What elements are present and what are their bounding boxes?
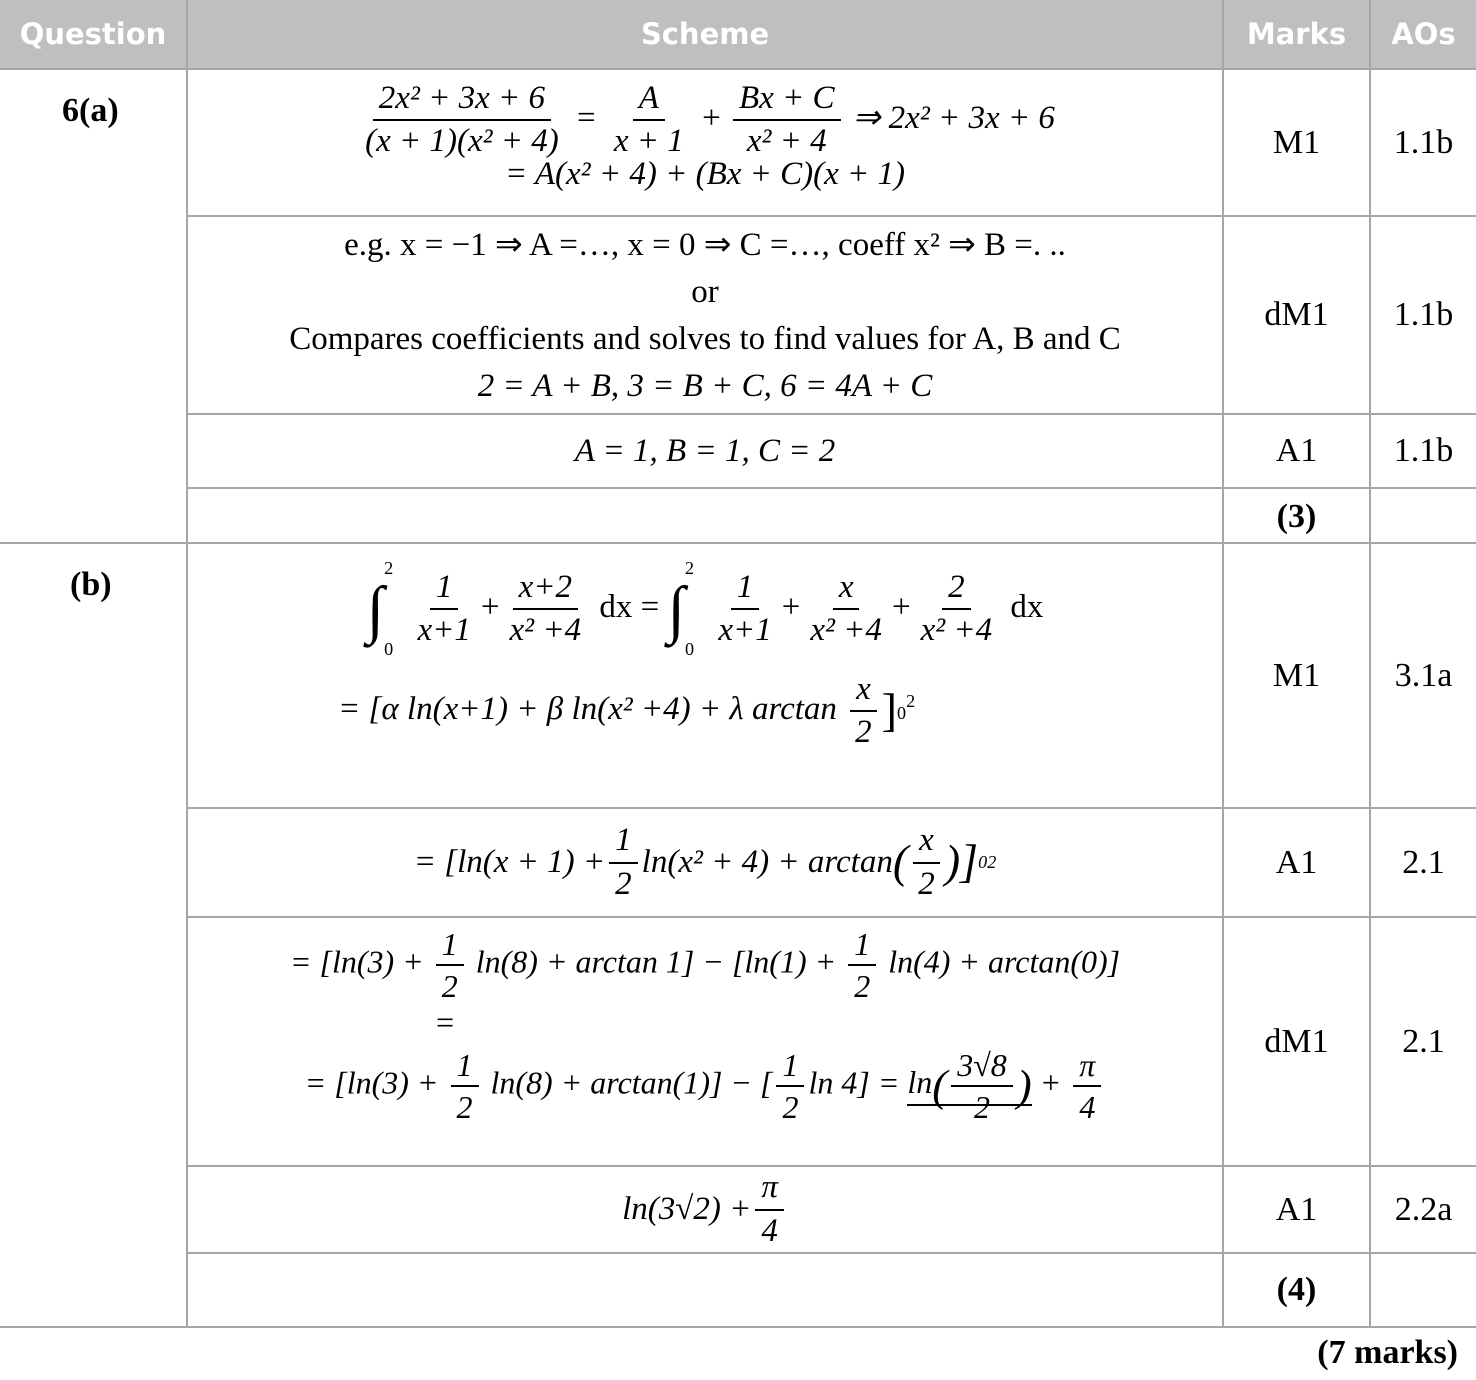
upper-limit: 2	[906, 690, 916, 711]
denominator: 2	[615, 865, 632, 902]
upper-limit: 2	[987, 851, 997, 872]
fraction	[848, 924, 876, 1006]
denominator: x² + 4	[746, 123, 827, 160]
numerator: 1	[731, 567, 760, 610]
integral-sign: ∫	[667, 573, 685, 645]
denominator: (x + 1)(x² + 4)	[365, 123, 559, 160]
denominator: 2	[974, 1088, 990, 1125]
limit-spacer	[384, 581, 393, 637]
plus-sign: +	[781, 588, 801, 625]
underlined-result	[907, 1046, 1032, 1125]
bracket-close: ]	[960, 836, 979, 888]
scheme-line: 2 = A + B, 3 = B + C, 6 = 4A + C	[477, 368, 933, 404]
final-answer: ln(3√2) +	[622, 1191, 752, 1228]
mark-cell: M1	[1272, 123, 1321, 161]
fraction	[804, 567, 888, 652]
numerator: 1	[436, 924, 464, 966]
expression-start: = [α ln(x+1) + β ln(x² +4) + λ arctan	[338, 690, 837, 727]
mark-cell: dM1	[1264, 296, 1329, 333]
integral-sign: ∫	[366, 573, 385, 645]
ao-cell: 2.2a	[1394, 1190, 1453, 1228]
dx-equals: dx =	[599, 588, 660, 625]
denominator: 2	[918, 865, 935, 902]
scheme-row-b2	[188, 809, 1222, 916]
bracket-close: ]	[881, 684, 898, 736]
expression-middle: ln(x² + 4) + arctan	[641, 844, 893, 881]
scheme-line	[188, 669, 1222, 754]
fraction	[411, 567, 476, 652]
denominator: x+1	[718, 612, 772, 649]
numerator: π	[1073, 1045, 1101, 1087]
fraction	[436, 924, 464, 1006]
numerator: 1	[609, 820, 638, 863]
numerator: x	[850, 669, 877, 712]
numerator: 1	[430, 567, 459, 610]
total-marks: (7 marks)	[1317, 1334, 1458, 1371]
denominator: 4	[1079, 1088, 1096, 1125]
header-scheme: Scheme	[640, 17, 770, 51]
expression-part: ln(8) + arctan(1)] − [	[490, 1064, 773, 1101]
ln-label: ln	[907, 1064, 933, 1101]
ao-cell: 1.1b	[1393, 123, 1454, 161]
fraction	[359, 78, 565, 163]
scheme-line: or	[691, 274, 719, 310]
header-question: Question	[19, 17, 167, 51]
mark-cell: dM1	[1264, 1022, 1329, 1060]
denominator: x + 1	[613, 123, 684, 160]
ao-cell: 2.1	[1402, 1022, 1445, 1060]
scheme-row-b4	[188, 1167, 1222, 1252]
scheme-line: =	[434, 1004, 456, 1040]
ao-cell: 1.1b	[1393, 296, 1454, 333]
mark-cell: A1	[1275, 843, 1318, 881]
paren-close: )	[944, 836, 961, 888]
plus-sign: +	[891, 588, 911, 625]
denominator: x² +4	[509, 612, 582, 649]
numerator: 3√8	[951, 1045, 1013, 1087]
denominator: 2	[855, 714, 872, 751]
plus-sign: +	[1039, 1064, 1062, 1101]
equals-sign: =	[577, 99, 596, 136]
scheme-line	[188, 1045, 1222, 1127]
paren-open: (	[892, 836, 909, 888]
scheme-row-a2	[188, 222, 1222, 410]
part-total-mark: (4)	[1276, 1271, 1317, 1308]
integral-limits	[384, 556, 393, 663]
scheme-line	[188, 924, 1222, 1006]
expression-part: = [ln(3) +	[289, 943, 424, 980]
scheme-line: Compares coefficients and solves to find values for A, B and C	[289, 321, 1121, 357]
header-aos: AOs	[1391, 17, 1456, 51]
scheme-row-b3	[188, 924, 1222, 1127]
upper-limit: 2	[384, 558, 394, 578]
fraction	[451, 1045, 479, 1127]
expression-part: ln(8) + arctan 1] − [ln(1) +	[475, 943, 837, 980]
numerator: A	[633, 78, 665, 121]
ao-cell: 2.1	[1402, 843, 1445, 881]
denominator: 2	[441, 968, 458, 1004]
fraction	[733, 78, 841, 163]
denominator: x² +4	[810, 612, 882, 649]
mark-cell: A1	[1275, 1190, 1318, 1228]
lower-limit: 0	[978, 851, 988, 872]
header-marks: Marks	[1246, 17, 1347, 51]
mark-cell: M1	[1272, 656, 1321, 694]
numerator: 2	[942, 567, 971, 610]
denominator: 2	[456, 1088, 473, 1125]
numerator: 1	[451, 1045, 479, 1087]
mark-cell: A1	[1275, 432, 1318, 469]
denominator: x² +4	[920, 612, 993, 649]
scheme-line: e.g. x = −1 ⇒ A =…, x = 0 ⇒ C =…, coeff x² ⇒ B =. ..	[344, 227, 1066, 263]
question-label-6a: 6(a)	[62, 92, 119, 129]
numerator: x+2	[513, 567, 578, 610]
plus-sign: +	[702, 99, 721, 136]
fraction	[755, 1167, 784, 1252]
paren-close: )	[1016, 1060, 1032, 1111]
question-label-6b: (b)	[70, 566, 112, 603]
paren-open: (	[932, 1060, 948, 1111]
fraction	[608, 78, 690, 163]
denominator: 2	[782, 1088, 799, 1125]
expression-part: ln(4) + arctan(0)]	[888, 943, 1121, 980]
fraction	[912, 820, 941, 905]
numerator: Bx + C	[733, 78, 841, 121]
fraction	[712, 567, 777, 652]
expression-part: = [ln(3) +	[304, 1064, 439, 1101]
numerator: 2x² + 3x + 6	[373, 78, 551, 121]
fraction	[951, 1045, 1013, 1127]
lower-limit: 0	[685, 639, 695, 660]
numerator: x	[913, 820, 940, 863]
upper-limit: 2	[685, 558, 695, 578]
expression-part: ln 4] =	[808, 1064, 900, 1101]
dx: dx	[1010, 588, 1044, 625]
scheme-line: = A(x² + 4) + (Bx + C)(x + 1)	[504, 155, 906, 192]
denominator: x+1	[417, 612, 471, 649]
denominator: 2	[854, 968, 871, 1004]
fraction	[849, 669, 878, 754]
scheme-row-a1	[188, 78, 1222, 197]
numerator: 1	[776, 1045, 804, 1087]
numerator: x	[833, 567, 860, 610]
scheme-line	[188, 556, 1222, 663]
fraction	[915, 567, 999, 652]
implies-expression: ⇒ 2x² + 3x + 6	[852, 99, 1055, 136]
plus-sign: +	[480, 588, 500, 625]
fraction	[776, 1045, 804, 1127]
grid-line	[0, 1326, 1476, 1328]
fraction	[504, 567, 588, 652]
numerator: π	[755, 1167, 784, 1210]
numerator: 1	[848, 924, 876, 966]
integral-limits	[685, 556, 694, 663]
scheme-row-a3: A = 1, B = 1, C = 2	[574, 432, 836, 469]
ao-cell: 1.1b	[1393, 432, 1454, 469]
part-total-mark: (3)	[1276, 498, 1317, 535]
limit-spacer	[685, 581, 694, 637]
fraction	[1073, 1045, 1101, 1127]
lower-limit: 0	[897, 702, 907, 723]
scheme-row-b1	[188, 556, 1222, 753]
lower-limit: 0	[384, 639, 394, 660]
denominator: 4	[761, 1212, 778, 1249]
fraction	[609, 820, 638, 905]
ao-cell: 3.1a	[1394, 656, 1453, 694]
expression-start: = [ln(x + 1) +	[413, 844, 606, 881]
